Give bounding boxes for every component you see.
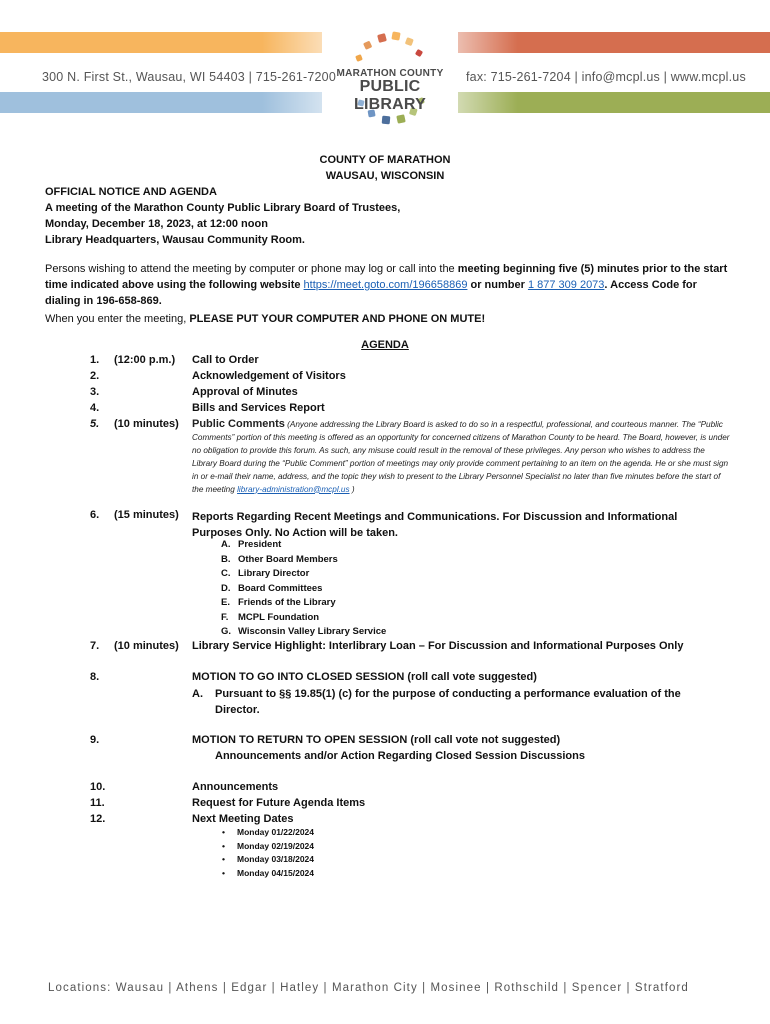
library-logo — [322, 22, 458, 132]
agenda-item-title: Public Comments — [192, 418, 285, 430]
header-stripe-green — [458, 92, 770, 113]
header-stripe-orange — [0, 32, 322, 53]
library-address: 300 N. First St., Wausau, WI 54403 | 715-261-7200 — [42, 70, 336, 84]
agenda-item-title: Call to Order — [192, 354, 259, 366]
agenda-item-number: 9. — [90, 734, 100, 746]
subitem-letter: B. — [221, 553, 231, 565]
remote-text-e: . — [158, 295, 162, 307]
report-subitem — [221, 626, 386, 637]
agenda-item-title: Request for Future Agenda Items — [192, 797, 366, 809]
agenda-item-title: Bills and Services Report — [192, 402, 325, 414]
notice-line-1: A meeting of the Marathon County Public Library Board of Trustees, — [45, 202, 401, 214]
agenda-item-title: Reports Regarding Recent Meetings and Communications. For Discussion and Informational Purposes Only. No Action will be taken. — [192, 511, 678, 539]
remote-text-a: Persons wishing to attend the meeting by computer or phone may log or call into the — [45, 263, 458, 275]
public-comment-note — [192, 418, 732, 496]
notice-title: OFFICIAL NOTICE AND AGENDA — [45, 186, 217, 198]
agenda-item-title: Approval of Minutes — [192, 386, 298, 398]
header-stripe-blue — [0, 92, 322, 113]
agenda-item-number: 3. — [90, 386, 100, 398]
agenda-title: AGENDA — [361, 339, 409, 351]
remote-text-b: meeting beginning five (5) minutes prior to the start time indicated above using the following website — [45, 263, 728, 291]
bullet-icon: • — [222, 827, 225, 837]
remote-text-c: or number — [467, 279, 528, 291]
agenda-item-number: 2. — [90, 370, 100, 382]
subitem-letter: F. — [221, 611, 229, 623]
subitem-letter: A. — [221, 539, 231, 550]
report-subitem — [221, 554, 338, 565]
meeting-date-item — [222, 841, 314, 851]
agenda-item-time: (15 minutes) — [114, 509, 179, 521]
agenda-item-title: Announcements — [192, 781, 279, 793]
agenda-item-number: 5. — [90, 418, 100, 430]
meeting-date-item — [222, 854, 314, 864]
subitem-letter: G. — [221, 626, 232, 637]
agenda-item-number: 11. — [90, 797, 105, 809]
subitem-label: Library Director — [238, 568, 310, 579]
report-subitem — [221, 568, 309, 579]
agenda-item-number: 12. — [90, 813, 106, 825]
closed-session-line-1: Pursuant to §§ 19.85(1) (c) for the purpose of conducting a performance evaluation of the — [215, 688, 681, 700]
subitem-label: Wisconsin Valley Library Service — [238, 626, 387, 637]
agenda-item-number: 10. — [90, 781, 106, 793]
agenda-item-number: 6. — [90, 509, 100, 521]
agenda-item-number: 4. — [90, 402, 100, 414]
library-contact: fax: 715-261-7204 | info@mcpl.us | www.mcpl.us — [466, 70, 746, 84]
closed-session-subitem — [192, 686, 702, 718]
bullet-icon: • — [222, 867, 225, 878]
agenda-item-title: MOTION TO RETURN TO OPEN SESSION (roll call vote not suggested) — [192, 734, 561, 746]
agenda-item-time: (10 minutes) — [114, 418, 179, 430]
report-subitem — [221, 612, 319, 623]
agenda-item-number: 1. — [90, 354, 100, 366]
open-session-subitem: Announcements and/or Action Regarding Closed Session Discussions — [215, 750, 585, 762]
report-subitem — [221, 583, 322, 594]
subitem-label: Friends of the Library — [238, 597, 336, 608]
subitem-letter: E. — [221, 597, 230, 608]
subitem-letter: A. — [192, 688, 203, 700]
report-subitem — [221, 597, 336, 608]
county-heading: COUNTY OF MARATHON — [319, 154, 451, 166]
subitem-label: MCPL Foundation — [238, 611, 320, 623]
public-comment-close: ) — [349, 484, 355, 494]
meeting-date-item — [222, 868, 314, 878]
meeting-date: Monday 02/19/2024 — [237, 840, 315, 851]
agenda-item-title: Acknowledgement of Visitors — [192, 370, 346, 382]
logo-text-main: PUBLIC LIBRARY — [354, 78, 426, 113]
agenda-item-title: Next Meeting Dates — [192, 813, 294, 825]
agenda-item-title: Library Service Highlight: Interlibrary Loan – For Discussion and Informational Purposes Only — [192, 640, 684, 652]
phone-link[interactable]: 1 877 309 2073 — [527, 279, 605, 291]
closed-session-line-2: Director. — [215, 704, 260, 716]
mute-text-a: When you enter the meeting, — [45, 313, 190, 325]
subitem-label: Board Committees — [238, 582, 323, 594]
subitem-label: President — [238, 539, 282, 550]
remote-text-d: . Access Code for dialing in 196-658-869 — [45, 279, 697, 307]
agenda-item-title: MOTION TO GO INTO CLOSED SESSION (roll call vote suggested) — [192, 671, 537, 683]
subitem-letter: C. — [221, 568, 231, 579]
subitem-label: Other Board Members — [238, 553, 338, 565]
notice-line-2: Monday, December 18, 2023, at 12:00 noon — [45, 218, 268, 230]
remote-attendance-paragraph — [45, 261, 735, 309]
logo-text-top: MARATHON COUNTY — [336, 68, 444, 79]
agenda-item-time: (12:00 p.m.) — [114, 354, 176, 366]
meeting-date: Monday 03/18/2024 — [237, 854, 315, 864]
meeting-date-item — [222, 827, 314, 837]
meeting-date: Monday 04/15/2024 — [237, 867, 315, 878]
agenda-item-time: (10 minutes) — [114, 640, 179, 652]
agenda-item-number: 8. — [90, 671, 100, 683]
bullet-icon: • — [222, 854, 225, 864]
admin-email-link[interactable]: library-administration@mcpl.us — [237, 484, 350, 494]
meeting-link[interactable]: https://meet.goto.com/196658869 — [303, 279, 468, 291]
public-comment-text: (Anyone addressing the Library Board is asked to do so in a respectful, professional, and courteous manner. The “Public Comments” portion of this meeting is offered as an opportunity for concerned citizens of Marathon County to be heard. The Board, however, is under no obligation to provide this forum. As such, any misuse could result in the removal of these privileges. Any person who wishes to address the Library Board during the “Public Comment” portion of meetings may only provide comment pertaining to an item on the agenda. He or she must sign in or e-mail their name, address, and the topic they wish to present to the Library Personnel Specialist no later than five minutes before the start of the meeting — [192, 420, 730, 494]
agenda-item-number: 7. — [90, 640, 100, 652]
mute-text-b: PLEASE PUT YOUR COMPUTER AND PHONE ON MUTE! — [189, 313, 486, 325]
report-subitem — [221, 539, 281, 550]
bullet-icon: • — [222, 840, 225, 851]
subitem-letter: D. — [221, 582, 231, 594]
city-heading: WAUSAU, WISCONSIN — [325, 170, 445, 182]
mute-paragraph — [45, 311, 735, 327]
notice-line-3: Library Headquarters, Wausau Community Room. — [45, 234, 305, 246]
header-stripe-red — [458, 32, 770, 53]
meeting-date: Monday 01/22/2024 — [237, 827, 315, 837]
footer-locations: Locations: Wausau | Athens | Edgar | Hatley | Marathon City | Mosinee | Rothschild | Spencer | Stratford — [48, 982, 689, 994]
